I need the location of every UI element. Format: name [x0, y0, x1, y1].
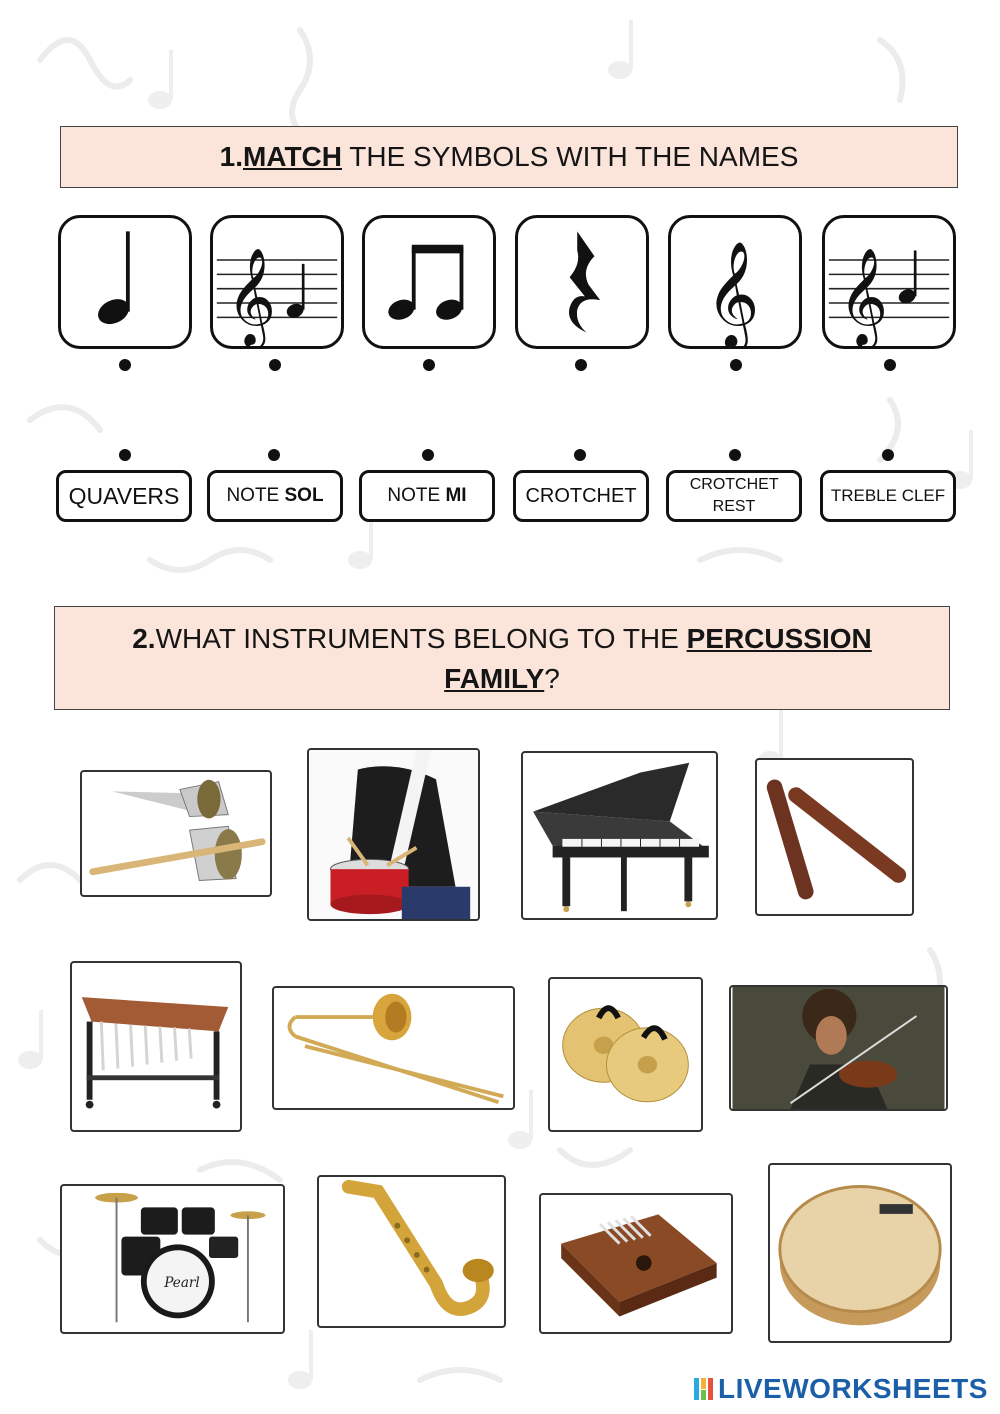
instrument-finger-cymbals[interactable] — [548, 977, 703, 1132]
symbol-connector-5[interactable] — [730, 359, 742, 371]
name-label-1 — [56, 470, 192, 522]
symbol-connector-4[interactable] — [575, 359, 587, 371]
symbol-card-2 — [210, 215, 344, 349]
frame-drum-icon — [770, 1165, 950, 1341]
instrument-violin[interactable] — [729, 985, 948, 1111]
grand-piano-icon — [523, 753, 716, 918]
instrument-vibraphone[interactable] — [70, 961, 242, 1132]
section1-heading — [60, 126, 958, 188]
symbol-card-3 — [362, 215, 496, 349]
svg-text:𝄞: 𝄞 — [226, 246, 277, 345]
instrument-frame-drum[interactable] — [768, 1163, 952, 1343]
trombone-icon — [274, 988, 513, 1108]
name-label-6-text: TREBLE CLEF — [830, 486, 946, 505]
symbol-connector-1[interactable] — [119, 359, 131, 371]
claves-icon — [757, 760, 912, 914]
kalimba-icon — [541, 1195, 731, 1332]
name-label-1-text: QUAVERS — [68, 482, 180, 509]
section2-heading — [54, 606, 950, 710]
label-connector-2[interactable] — [268, 449, 280, 461]
svg-text:𝄞: 𝄞 — [838, 246, 889, 345]
instrument-kalimba[interactable] — [539, 1193, 733, 1334]
name-label-3 — [359, 470, 495, 522]
snare-drum-icon — [309, 750, 478, 919]
crotchet-rest-icon — [518, 218, 646, 346]
instrument-snare-drum[interactable] — [307, 748, 480, 921]
section2-text: WHAT INSTRUMENTS BELONG TO THE — [155, 623, 687, 654]
crotchet-note-icon — [61, 218, 189, 346]
quavers-icon — [365, 218, 493, 346]
violin-icon — [731, 987, 946, 1109]
name-label-2-text: NOTE — [226, 485, 285, 506]
name-label-5-text: CROTCHET REST — [689, 476, 779, 515]
name-label-2 — [207, 470, 343, 522]
symbol-connector-3[interactable] — [423, 359, 435, 371]
section2-emphasis-1: PERCUSSION — [686, 623, 872, 654]
symbol-card-6 — [822, 215, 956, 349]
name-label-5 — [666, 470, 802, 522]
label-connector-4[interactable] — [574, 449, 586, 461]
drum-kit-icon — [62, 1186, 283, 1332]
liveworksheets-brand — [694, 1372, 988, 1406]
section1-number: 1. — [219, 141, 243, 172]
liveworksheets-logo-icon — [694, 1376, 714, 1402]
finger-cymbals-icon — [550, 979, 701, 1130]
symbol-card-4 — [515, 215, 649, 349]
label-connector-5[interactable] — [729, 449, 741, 461]
symbol-card-5 — [668, 215, 802, 349]
symbol-connector-6[interactable] — [884, 359, 896, 371]
staff-note-sol-icon — [213, 218, 341, 346]
name-label-3-text: NOTE — [387, 485, 446, 506]
liveworksheets-brand-text: LIVEWORKSHEETS — [718, 1373, 988, 1404]
label-connector-6[interactable] — [882, 449, 894, 461]
saxophone-icon — [319, 1177, 504, 1326]
section1-emphasis: MATCH — [242, 141, 342, 172]
name-label-4-text: CROTCHET — [525, 484, 637, 507]
instrument-agogo-bells[interactable] — [80, 770, 272, 897]
section2-emphasis-2: FAMILY — [444, 663, 545, 694]
symbol-card-1 — [58, 215, 192, 349]
name-label-4 — [513, 470, 649, 522]
instrument-drum-kit[interactable] — [60, 1184, 285, 1334]
name-label-3-bold: MI — [445, 485, 467, 506]
instrument-claves[interactable] — [755, 758, 914, 916]
name-label-6 — [820, 470, 956, 522]
name-label-2-bold: SOL — [284, 485, 324, 506]
section1-text: THE SYMBOLS WITH THE NAMES — [342, 141, 799, 172]
instrument-trombone[interactable] — [272, 986, 515, 1110]
label-connector-3[interactable] — [422, 449, 434, 461]
section2-suffix: ? — [544, 663, 560, 694]
instrument-saxophone[interactable] — [317, 1175, 506, 1328]
instrument-grand-piano[interactable] — [521, 751, 718, 920]
agogo-bells-icon — [82, 772, 270, 895]
svg-text:Pearl: Pearl — [164, 1275, 200, 1292]
label-connector-1[interactable] — [119, 449, 131, 461]
treble-clef-icon — [671, 218, 799, 346]
vibraphone-icon — [72, 963, 240, 1130]
svg-text:𝄞: 𝄞 — [705, 239, 760, 346]
staff-note-mi-icon — [825, 218, 953, 346]
section2-number: 2. — [132, 623, 156, 654]
symbol-connector-2[interactable] — [269, 359, 281, 371]
